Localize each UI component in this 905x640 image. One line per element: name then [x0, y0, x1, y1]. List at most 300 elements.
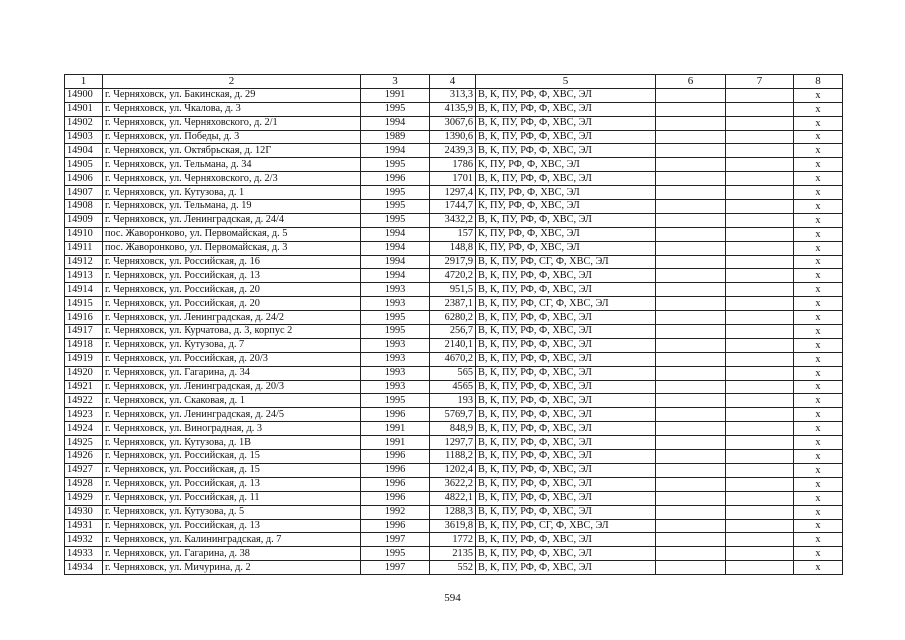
elements-cell: В, К, ПУ, РФ, Ф, ХВС, ЭЛ: [476, 477, 656, 491]
area-cell: 2135: [430, 547, 476, 561]
table-row: [65, 422, 843, 436]
address-cell: г. Черняховск, ул. Гагарина, д. 34: [103, 366, 361, 380]
column-7-cell: [726, 491, 794, 505]
row-number-cell: 14933: [65, 547, 103, 561]
column-8-cell: x: [794, 311, 843, 325]
area-cell: 3432,2: [430, 213, 476, 227]
area-cell: 565: [430, 366, 476, 380]
table-row: [65, 491, 843, 505]
column-7-cell: [726, 200, 794, 214]
elements-cell: В, К, ПУ, РФ, Ф, ХВС, ЭЛ: [476, 422, 656, 436]
address-cell: г. Черняховск, ул. Черняховского, д. 2/3: [103, 172, 361, 186]
row-number-cell: 14907: [65, 186, 103, 200]
column-7-cell: [726, 325, 794, 339]
column-header-8: 8: [794, 75, 843, 89]
column-6-cell: [656, 116, 726, 130]
column-7-cell: [726, 463, 794, 477]
table-body: [65, 88, 843, 574]
row-number-cell: 14925: [65, 436, 103, 450]
row-number-cell: 14928: [65, 477, 103, 491]
column-7-cell: [726, 505, 794, 519]
address-cell: г. Черняховск, ул. Российская, д. 13: [103, 477, 361, 491]
column-7-cell: [726, 116, 794, 130]
elements-cell: В, К, ПУ, РФ, Ф, ХВС, ЭЛ: [476, 380, 656, 394]
row-number-cell: 14906: [65, 172, 103, 186]
column-6-cell: [656, 325, 726, 339]
table-row: [65, 450, 843, 464]
column-6-cell: [656, 241, 726, 255]
column-6-cell: [656, 255, 726, 269]
column-6-cell: [656, 213, 726, 227]
address-cell: г. Черняховск, ул. Российская, д. 13: [103, 269, 361, 283]
address-cell: г. Черняховск, ул. Кутузова, д. 5: [103, 505, 361, 519]
address-cell: г. Черняховск, ул. Октябрьская, д. 12Г: [103, 144, 361, 158]
area-cell: 2917,9: [430, 255, 476, 269]
column-header-6: 6: [656, 75, 726, 89]
elements-cell: В, К, ПУ, РФ, Ф, ХВС, ЭЛ: [476, 88, 656, 102]
column-8-cell: x: [794, 186, 843, 200]
address-cell: г. Черняховск, ул. Российская, д. 13: [103, 519, 361, 533]
row-number-cell: 14902: [65, 116, 103, 130]
column-7-cell: [726, 172, 794, 186]
area-cell: 848,9: [430, 422, 476, 436]
area-cell: 3622,2: [430, 477, 476, 491]
year-cell: 1995: [361, 213, 430, 227]
column-6-cell: [656, 561, 726, 575]
column-6-cell: [656, 144, 726, 158]
year-cell: 1996: [361, 450, 430, 464]
column-8-cell: x: [794, 297, 843, 311]
column-6-cell: [656, 269, 726, 283]
table-row: [65, 436, 843, 450]
elements-cell: К, ПУ, РФ, Ф, ХВС, ЭЛ: [476, 186, 656, 200]
table-row: [65, 227, 843, 241]
column-8-cell: x: [794, 380, 843, 394]
row-number-cell: 14916: [65, 311, 103, 325]
address-cell: пос. Жаворонково, ул. Первомайская, д. 5: [103, 227, 361, 241]
column-7-cell: [726, 519, 794, 533]
column-7-cell: [726, 547, 794, 561]
column-6-cell: [656, 352, 726, 366]
table-row: [65, 533, 843, 547]
address-cell: г. Черняховск, ул. Российская, д. 20: [103, 283, 361, 297]
row-number-cell: 14904: [65, 144, 103, 158]
row-number-cell: 14913: [65, 269, 103, 283]
column-8-cell: x: [794, 519, 843, 533]
row-number-cell: 14917: [65, 325, 103, 339]
row-number-cell: 14926: [65, 450, 103, 464]
elements-cell: В, К, ПУ, РФ, Ф, ХВС, ЭЛ: [476, 533, 656, 547]
column-7-cell: [726, 436, 794, 450]
column-6-cell: [656, 338, 726, 352]
column-8-cell: x: [794, 436, 843, 450]
year-cell: 1995: [361, 311, 430, 325]
row-number-cell: 14914: [65, 283, 103, 297]
column-7-cell: [726, 186, 794, 200]
row-number-cell: 14903: [65, 130, 103, 144]
elements-cell: В, К, ПУ, РФ, Ф, ХВС, ЭЛ: [476, 450, 656, 464]
row-number-cell: 14918: [65, 338, 103, 352]
column-7-cell: [726, 255, 794, 269]
table-row: [65, 297, 843, 311]
elements-cell: В, К, ПУ, РФ, Ф, ХВС, ЭЛ: [476, 352, 656, 366]
elements-cell: В, К, ПУ, РФ, Ф, ХВС, ЭЛ: [476, 325, 656, 339]
table-row: [65, 158, 843, 172]
elements-cell: В, К, ПУ, РФ, Ф, ХВС, ЭЛ: [476, 408, 656, 422]
address-cell: г. Черняховск, ул. Гагарина, д. 38: [103, 547, 361, 561]
table-row: [65, 505, 843, 519]
row-number-cell: 14930: [65, 505, 103, 519]
year-cell: 1995: [361, 325, 430, 339]
year-cell: 1991: [361, 88, 430, 102]
page-number: 594: [444, 592, 461, 604]
year-cell: 1993: [361, 352, 430, 366]
column-6-cell: [656, 477, 726, 491]
area-cell: 313,3: [430, 88, 476, 102]
row-number-cell: 14920: [65, 366, 103, 380]
column-8-cell: x: [794, 325, 843, 339]
column-6-cell: [656, 450, 726, 464]
column-7-cell: [726, 311, 794, 325]
column-6-cell: [656, 519, 726, 533]
year-cell: 1993: [361, 338, 430, 352]
column-6-cell: [656, 366, 726, 380]
table-row: [65, 200, 843, 214]
address-cell: г. Черняховск, ул. Ленинградская, д. 20/3: [103, 380, 361, 394]
row-number-cell: 14900: [65, 88, 103, 102]
address-cell: г. Черняховск, ул. Калининградская, д. 7: [103, 533, 361, 547]
address-cell: г. Черняховск, ул. Российская, д. 15: [103, 463, 361, 477]
table-row: [65, 547, 843, 561]
row-number-cell: 14910: [65, 227, 103, 241]
column-header-4: 4: [430, 75, 476, 89]
year-cell: 1995: [361, 200, 430, 214]
address-cell: г. Черняховск, ул. Кутузова, д. 7: [103, 338, 361, 352]
year-cell: 1997: [361, 533, 430, 547]
address-cell: г. Черняховск, ул. Курчатова, д. 3, корпус 2: [103, 325, 361, 339]
column-8-cell: x: [794, 283, 843, 297]
row-number-cell: 14921: [65, 380, 103, 394]
column-8-cell: x: [794, 172, 843, 186]
column-7-cell: [726, 88, 794, 102]
year-cell: 1995: [361, 158, 430, 172]
column-7-cell: [726, 422, 794, 436]
area-cell: 1772: [430, 533, 476, 547]
year-cell: 1993: [361, 297, 430, 311]
area-cell: 4720,2: [430, 269, 476, 283]
address-cell: г. Черняховск, ул. Ленинградская, д. 24/2: [103, 311, 361, 325]
column-6-cell: [656, 172, 726, 186]
area-cell: 1202,4: [430, 463, 476, 477]
column-6-cell: [656, 158, 726, 172]
area-cell: 148,8: [430, 241, 476, 255]
row-number-cell: 14905: [65, 158, 103, 172]
column-8-cell: x: [794, 102, 843, 116]
column-6-cell: [656, 102, 726, 116]
column-7-cell: [726, 394, 794, 408]
column-8-cell: x: [794, 463, 843, 477]
year-cell: 1996: [361, 463, 430, 477]
column-8-cell: x: [794, 144, 843, 158]
column-8-cell: x: [794, 561, 843, 575]
table-row: [65, 408, 843, 422]
row-number-cell: 14922: [65, 394, 103, 408]
address-cell: г. Черняховск, ул. Ленинградская, д. 24/4: [103, 213, 361, 227]
elements-cell: В, К, ПУ, РФ, Ф, ХВС, ЭЛ: [476, 366, 656, 380]
elements-cell: В, К, ПУ, РФ, СГ, Ф, ХВС, ЭЛ: [476, 519, 656, 533]
row-number-cell: 14923: [65, 408, 103, 422]
elements-cell: В, К, ПУ, РФ, Ф, ХВС, ЭЛ: [476, 172, 656, 186]
address-cell: пос. Жаворонково, ул. Первомайская, д. 3: [103, 241, 361, 255]
address-cell: г. Черняховск, ул. Виноградная, д. 3: [103, 422, 361, 436]
column-8-cell: x: [794, 422, 843, 436]
area-cell: 4822,1: [430, 491, 476, 505]
table-row: [65, 172, 843, 186]
year-cell: 1995: [361, 102, 430, 116]
column-6-cell: [656, 311, 726, 325]
table-row: [65, 394, 843, 408]
column-7-cell: [726, 158, 794, 172]
column-6-cell: [656, 88, 726, 102]
address-cell: г. Черняховск, ул. Бакинская, д. 29: [103, 88, 361, 102]
elements-cell: В, К, ПУ, РФ, Ф, ХВС, ЭЛ: [476, 394, 656, 408]
column-7-cell: [726, 561, 794, 575]
column-7-cell: [726, 241, 794, 255]
address-cell: г. Черняховск, ул. Черняховского, д. 2/1: [103, 116, 361, 130]
column-8-cell: x: [794, 338, 843, 352]
elements-cell: В, К, ПУ, РФ, Ф, ХВС, ЭЛ: [476, 144, 656, 158]
column-8-cell: x: [794, 366, 843, 380]
area-cell: 552: [430, 561, 476, 575]
row-number-cell: 14934: [65, 561, 103, 575]
register-table: [64, 74, 843, 575]
column-6-cell: [656, 394, 726, 408]
area-cell: 951,5: [430, 283, 476, 297]
row-number-cell: 14927: [65, 463, 103, 477]
column-6-cell: [656, 491, 726, 505]
elements-cell: В, К, ПУ, РФ, Ф, ХВС, ЭЛ: [476, 269, 656, 283]
table-row: [65, 255, 843, 269]
table-row: [65, 519, 843, 533]
column-header-2: 2: [103, 75, 361, 89]
table-row: [65, 241, 843, 255]
column-header-1: 1: [65, 75, 103, 89]
area-cell: 6280,2: [430, 311, 476, 325]
column-8-cell: x: [794, 227, 843, 241]
column-8-cell: x: [794, 477, 843, 491]
elements-cell: В, К, ПУ, РФ, Ф, ХВС, ЭЛ: [476, 213, 656, 227]
row-number-cell: 14911: [65, 241, 103, 255]
column-8-cell: x: [794, 200, 843, 214]
row-number-cell: 14908: [65, 200, 103, 214]
column-6-cell: [656, 130, 726, 144]
row-number-cell: 14901: [65, 102, 103, 116]
address-cell: г. Черняховск, ул. Ленинградская, д. 24/5: [103, 408, 361, 422]
year-cell: 1996: [361, 477, 430, 491]
table-row: [65, 144, 843, 158]
elements-cell: В, К, ПУ, РФ, Ф, ХВС, ЭЛ: [476, 338, 656, 352]
column-7-cell: [726, 144, 794, 158]
column-6-cell: [656, 297, 726, 311]
year-cell: 1991: [361, 436, 430, 450]
column-6-cell: [656, 547, 726, 561]
elements-cell: В, К, ПУ, РФ, Ф, ХВС, ЭЛ: [476, 311, 656, 325]
column-7-cell: [726, 269, 794, 283]
elements-cell: К, ПУ, РФ, Ф, ХВС, ЭЛ: [476, 158, 656, 172]
column-7-cell: [726, 477, 794, 491]
header-row: [65, 75, 843, 89]
area-cell: 1297,4: [430, 186, 476, 200]
elements-cell: К, ПУ, РФ, Ф, ХВС, ЭЛ: [476, 200, 656, 214]
elements-cell: В, К, ПУ, РФ, Ф, ХВС, ЭЛ: [476, 463, 656, 477]
area-cell: 2439,3: [430, 144, 476, 158]
column-6-cell: [656, 408, 726, 422]
column-7-cell: [726, 533, 794, 547]
address-cell: г. Черняховск, ул. Победы, д. 3: [103, 130, 361, 144]
table-row: [65, 561, 843, 575]
column-7-cell: [726, 213, 794, 227]
column-header-3: 3: [361, 75, 430, 89]
table-row: [65, 88, 843, 102]
year-cell: 1992: [361, 505, 430, 519]
year-cell: 1991: [361, 422, 430, 436]
column-8-cell: x: [794, 533, 843, 547]
column-6-cell: [656, 422, 726, 436]
column-6-cell: [656, 200, 726, 214]
year-cell: 1994: [361, 116, 430, 130]
column-8-cell: x: [794, 491, 843, 505]
column-7-cell: [726, 408, 794, 422]
area-cell: 3067,6: [430, 116, 476, 130]
area-cell: 5769,7: [430, 408, 476, 422]
table-row: [65, 130, 843, 144]
area-cell: 4135,9: [430, 102, 476, 116]
table-row: [65, 338, 843, 352]
year-cell: 1995: [361, 547, 430, 561]
column-header-5: 5: [476, 75, 656, 89]
column-7-cell: [726, 102, 794, 116]
column-6-cell: [656, 463, 726, 477]
column-8-cell: x: [794, 408, 843, 422]
column-8-cell: x: [794, 394, 843, 408]
column-8-cell: x: [794, 158, 843, 172]
year-cell: 1993: [361, 380, 430, 394]
column-8-cell: x: [794, 269, 843, 283]
column-6-cell: [656, 533, 726, 547]
row-number-cell: 14912: [65, 255, 103, 269]
row-number-cell: 14931: [65, 519, 103, 533]
year-cell: 1994: [361, 269, 430, 283]
area-cell: 256,7: [430, 325, 476, 339]
address-cell: г. Черняховск, ул. Тельмана, д. 19: [103, 200, 361, 214]
column-7-cell: [726, 283, 794, 297]
year-cell: 1995: [361, 394, 430, 408]
address-cell: г. Черняховск, ул. Тельмана, д. 34: [103, 158, 361, 172]
address-cell: г. Черняховск, ул. Российская, д. 16: [103, 255, 361, 269]
table-row: [65, 213, 843, 227]
column-7-cell: [726, 297, 794, 311]
year-cell: 1994: [361, 255, 430, 269]
column-header-7: 7: [726, 75, 794, 89]
elements-cell: В, К, ПУ, РФ, Ф, ХВС, ЭЛ: [476, 491, 656, 505]
row-number-cell: 14929: [65, 491, 103, 505]
year-cell: 1995: [361, 186, 430, 200]
table-row: [65, 463, 843, 477]
address-cell: г. Черняховск, ул. Кутузова, д. 1В: [103, 436, 361, 450]
elements-cell: К, ПУ, РФ, Ф, ХВС, ЭЛ: [476, 227, 656, 241]
address-cell: г. Черняховск, ул. Российская, д. 20/3: [103, 352, 361, 366]
address-cell: г. Черняховск, ул. Мичурина, д. 2: [103, 561, 361, 575]
elements-cell: В, К, ПУ, РФ, Ф, ХВС, ЭЛ: [476, 505, 656, 519]
column-8-cell: x: [794, 130, 843, 144]
year-cell: 1996: [361, 172, 430, 186]
area-cell: 4670,2: [430, 352, 476, 366]
column-8-cell: x: [794, 116, 843, 130]
table-row: [65, 325, 843, 339]
column-8-cell: x: [794, 547, 843, 561]
column-7-cell: [726, 352, 794, 366]
column-8-cell: x: [794, 255, 843, 269]
area-cell: 1297,7: [430, 436, 476, 450]
address-cell: г. Черняховск, ул. Скаковая, д. 1: [103, 394, 361, 408]
column-8-cell: x: [794, 241, 843, 255]
table-row: [65, 311, 843, 325]
elements-cell: В, К, ПУ, РФ, Ф, ХВС, ЭЛ: [476, 436, 656, 450]
column-8-cell: x: [794, 352, 843, 366]
year-cell: 1994: [361, 241, 430, 255]
table-row: [65, 380, 843, 394]
year-cell: 1994: [361, 144, 430, 158]
column-8-cell: x: [794, 450, 843, 464]
column-8-cell: x: [794, 213, 843, 227]
table-row: [65, 366, 843, 380]
address-cell: г. Черняховск, ул. Российская, д. 11: [103, 491, 361, 505]
row-number-cell: 14932: [65, 533, 103, 547]
area-cell: 1188,2: [430, 450, 476, 464]
elements-cell: В, К, ПУ, РФ, Ф, ХВС, ЭЛ: [476, 116, 656, 130]
column-6-cell: [656, 283, 726, 297]
elements-cell: В, К, ПУ, РФ, Ф, ХВС, ЭЛ: [476, 561, 656, 575]
area-cell: 1288,3: [430, 505, 476, 519]
column-6-cell: [656, 505, 726, 519]
area-cell: 1786: [430, 158, 476, 172]
year-cell: 1997: [361, 561, 430, 575]
column-7-cell: [726, 227, 794, 241]
address-cell: г. Черняховск, ул. Российская, д. 15: [103, 450, 361, 464]
address-cell: г. Черняховск, ул. Чкалова, д. 3: [103, 102, 361, 116]
year-cell: 1993: [361, 366, 430, 380]
area-cell: 3619,8: [430, 519, 476, 533]
column-7-cell: [726, 130, 794, 144]
address-cell: г. Черняховск, ул. Российская, д. 20: [103, 297, 361, 311]
area-cell: 1744,7: [430, 200, 476, 214]
column-8-cell: x: [794, 505, 843, 519]
row-number-cell: 14915: [65, 297, 103, 311]
elements-cell: К, ПУ, РФ, Ф, ХВС, ЭЛ: [476, 241, 656, 255]
area-cell: 193: [430, 394, 476, 408]
elements-cell: В, К, ПУ, РФ, Ф, ХВС, ЭЛ: [476, 283, 656, 297]
year-cell: 1996: [361, 519, 430, 533]
column-7-cell: [726, 366, 794, 380]
year-cell: 1994: [361, 227, 430, 241]
elements-cell: В, К, ПУ, РФ, Ф, ХВС, ЭЛ: [476, 547, 656, 561]
table-row: [65, 186, 843, 200]
year-cell: 1989: [361, 130, 430, 144]
area-cell: 1390,6: [430, 130, 476, 144]
column-6-cell: [656, 186, 726, 200]
area-cell: 157: [430, 227, 476, 241]
elements-cell: В, К, ПУ, РФ, Ф, ХВС, ЭЛ: [476, 130, 656, 144]
